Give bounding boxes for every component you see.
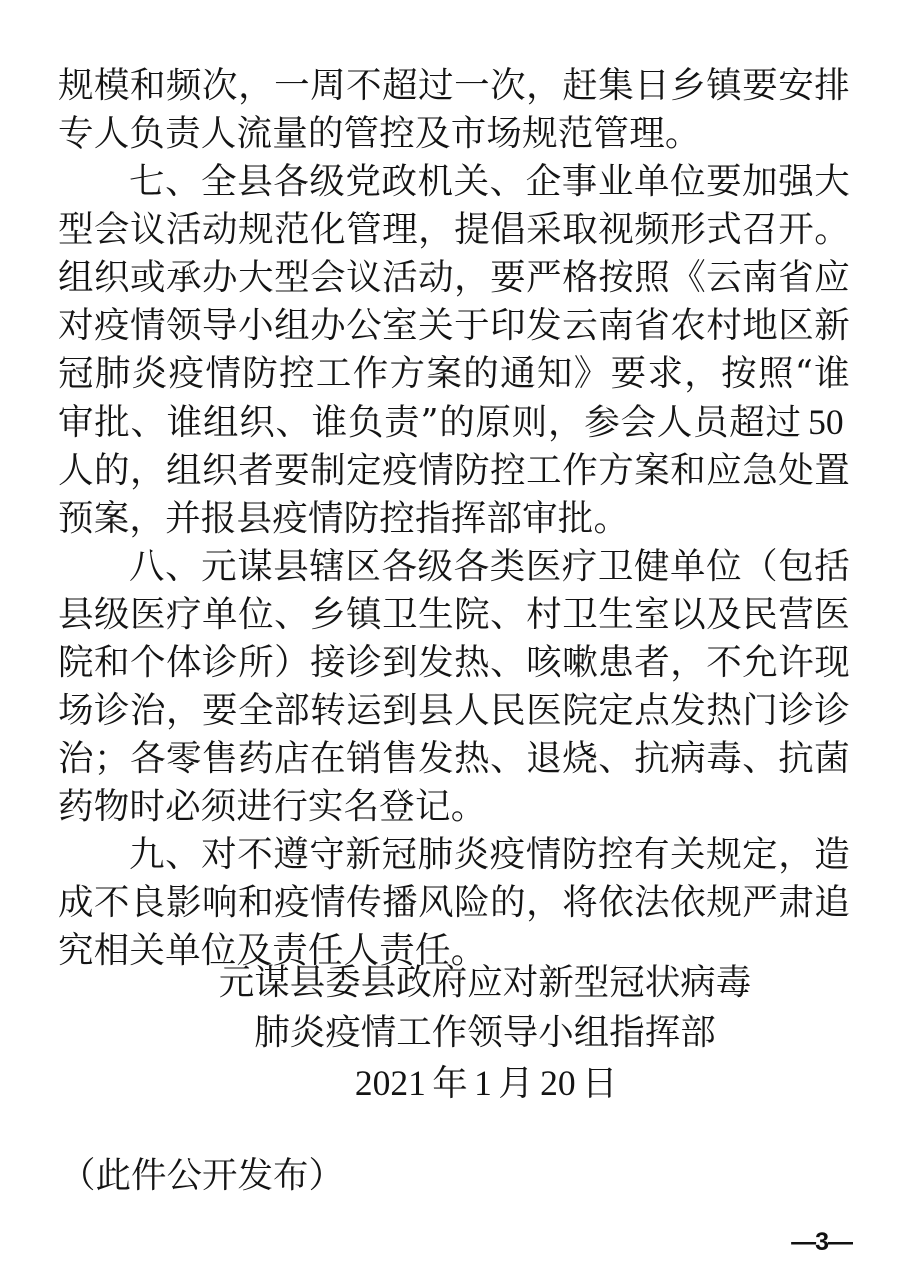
issuing-authority-line-2: 肺炎疫情工作领导小组指挥部 (254, 1012, 716, 1053)
paragraph-item-seven (58, 158, 850, 543)
document-body (58, 62, 850, 975)
paragraph-item-seven-part-2: 人的，组织者要制定疫情防控工作方案和应急处置预案，并报县疫情防控指挥部审批。 (58, 450, 850, 539)
paragraph-item-nine: 九、对不遵守新冠肺炎疫情防控有关规定，造成不良影响和疫情传播风险的，将依法依规严肃追究相关单位及责任人责任。 (58, 834, 850, 971)
issue-date (58, 1058, 850, 1109)
attendee-threshold-number: 50 (808, 402, 844, 442)
paragraph-item-seven-part-1: 七、全县各级党政机关、企事业单位要加强大型会议活动规范化管理，提倡采取视频形式召开。组织或承办大型会议活动，要严格按照《云南省应对疫情领导小组办公室关于印发云南省农村地区新冠肺炎疫情防控工作方案的通知》要求，按照“谁审批、谁组织、谁负责”的原则，参会人员超过 (58, 161, 850, 443)
paragraph-item-eight: 八、元谋县辖区各级各类医疗卫健单位（包括县级医疗单位、乡镇卫生院、村卫生室以及民营医院和个体诊所）接诊到发热、咳嗽患者，不允许现场诊治，要全部转运到县人民医院定点发热门诊诊治；各零售药店在销售发热、退烧、抗病毒、抗菌药物时必须进行实名登记。 (58, 546, 850, 827)
issue-date-day: 20 (540, 1063, 576, 1103)
issue-date-month-label: 月 (498, 1063, 534, 1104)
issue-date-day-label: 日 (582, 1063, 618, 1104)
issue-date-year-label: 年 (432, 1063, 468, 1104)
paragraph-continued-item-six: 规模和频次，一周不超过一次，赶集日乡镇要安排专人负责人流量的管控及市场规范管理。 (58, 65, 850, 154)
page-number: —3— (791, 1228, 852, 1256)
public-release-note: （此件公开发布） (60, 1155, 345, 1196)
issuing-authority-line-1: 元谋县委县政府应对新型冠状病毒 (218, 962, 752, 1003)
issue-date-month: 1 (474, 1063, 492, 1103)
signature-block (58, 958, 850, 1109)
issue-date-year: 2021 (354, 1063, 426, 1103)
